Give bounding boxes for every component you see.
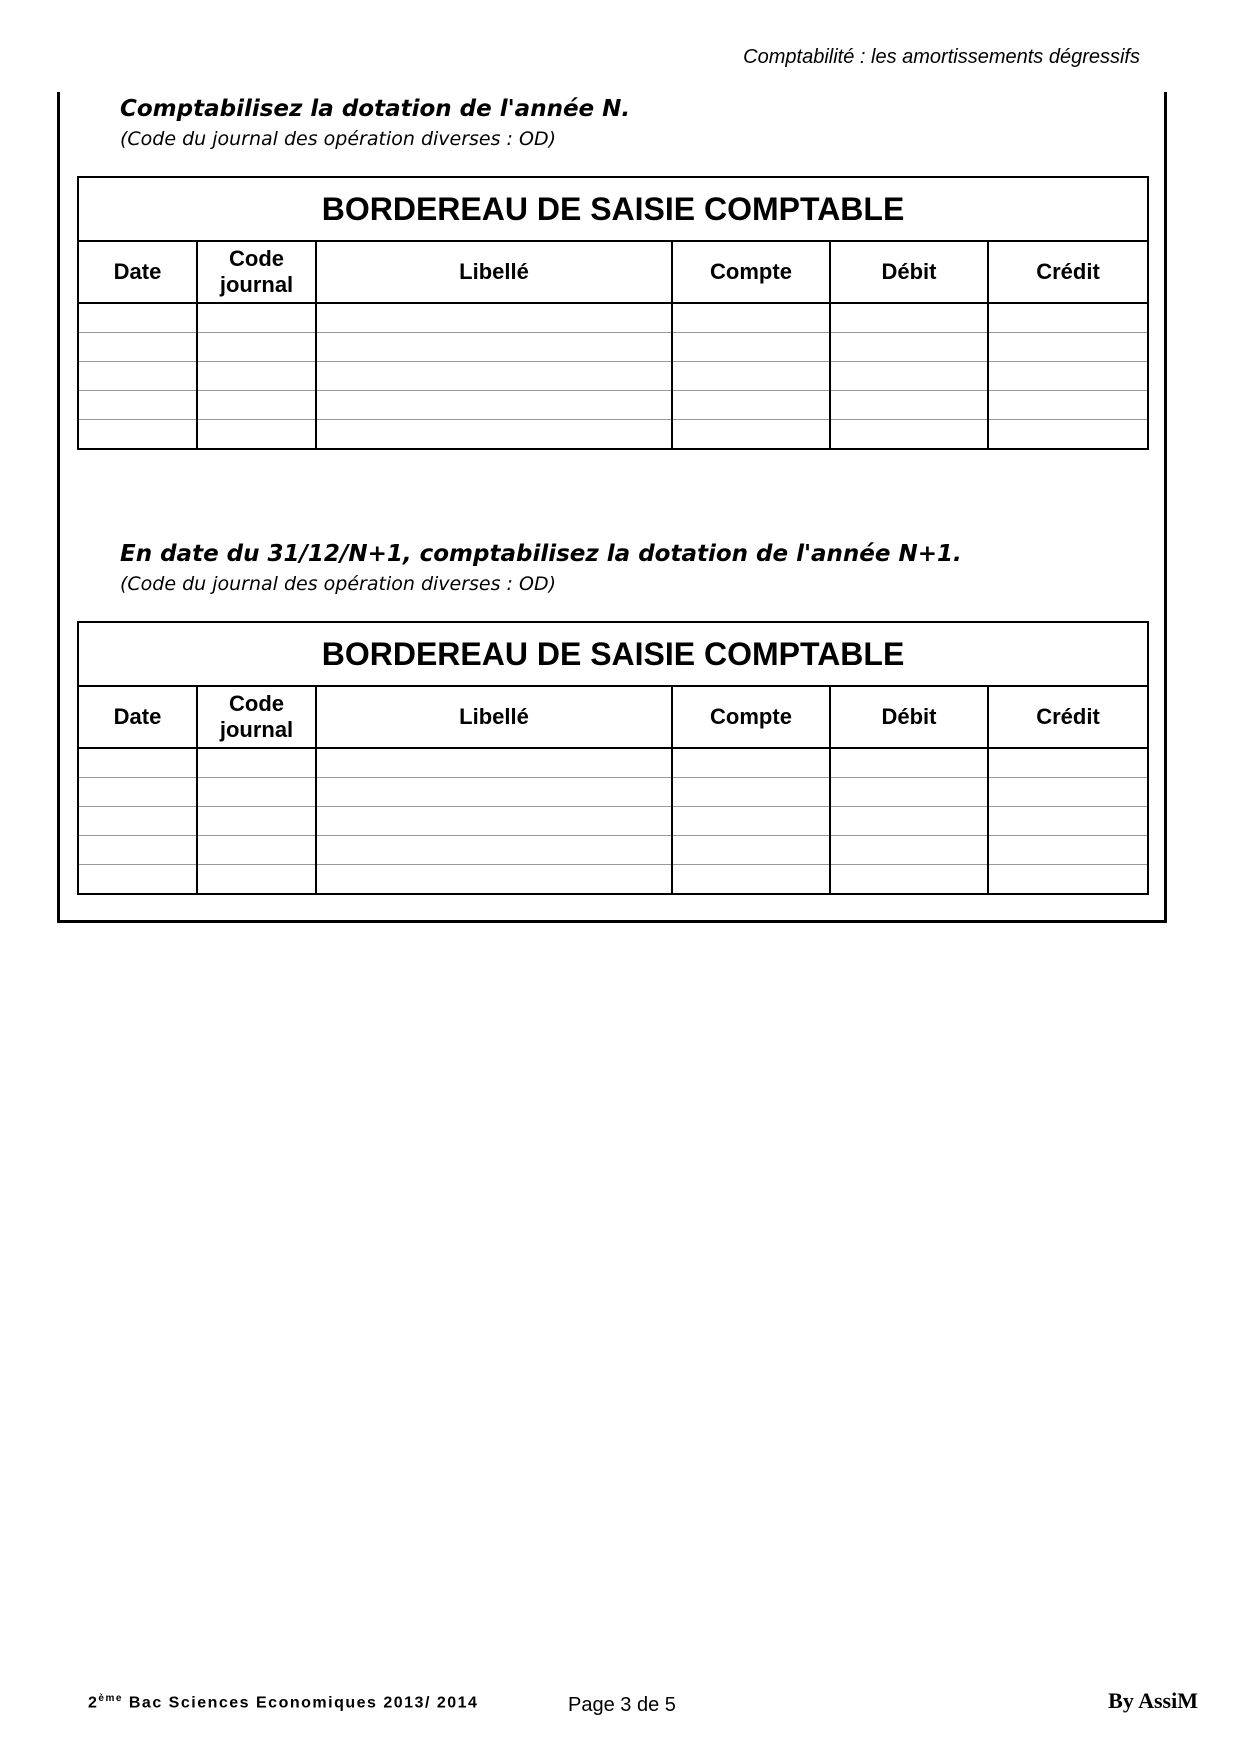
cell-date[interactable] xyxy=(78,391,197,420)
cell-code-journal[interactable] xyxy=(197,748,316,778)
column-header-credit: Crédit xyxy=(988,686,1148,748)
cell-credit[interactable] xyxy=(988,333,1148,362)
table-title: BORDEREAU DE SAISIE COMPTABLE xyxy=(78,177,1148,241)
cell-compte[interactable] xyxy=(672,362,830,391)
cell-libelle[interactable] xyxy=(316,807,672,836)
instruction-2: En date du 31/12/N+1, comptabilisez la dotation de l'année N+1. xyxy=(120,541,962,567)
cell-code-journal[interactable] xyxy=(197,807,316,836)
table-row xyxy=(78,778,1148,807)
cell-libelle[interactable] xyxy=(316,303,672,333)
cell-credit[interactable] xyxy=(988,865,1148,895)
column-header-credit: Crédit xyxy=(988,241,1148,303)
cell-date[interactable] xyxy=(78,333,197,362)
cell-libelle[interactable] xyxy=(316,420,672,450)
column-header-date: Date xyxy=(78,686,197,748)
table-row xyxy=(78,748,1148,778)
footer-level-suffix: ème xyxy=(98,1693,123,1704)
column-header-code-journal: Code journal xyxy=(197,686,316,748)
sub-instruction-1: (Code du journal des opération diverses : OD) xyxy=(120,128,556,150)
cell-debit[interactable] xyxy=(830,420,988,450)
table-row xyxy=(78,333,1148,362)
column-header-libelle: Libellé xyxy=(316,241,672,303)
table-row xyxy=(78,391,1148,420)
cell-code-journal[interactable] xyxy=(197,836,316,865)
cell-credit[interactable] xyxy=(988,807,1148,836)
cell-libelle[interactable] xyxy=(316,778,672,807)
table-row xyxy=(78,420,1148,450)
cell-debit[interactable] xyxy=(830,333,988,362)
sub-instruction-2: (Code du journal des opération diverses : OD) xyxy=(120,573,556,595)
cell-date[interactable] xyxy=(78,362,197,391)
cell-date[interactable] xyxy=(78,836,197,865)
cell-debit[interactable] xyxy=(830,303,988,333)
column-header-libelle: Libellé xyxy=(316,686,672,748)
cell-code-journal[interactable] xyxy=(197,391,316,420)
cell-code-journal[interactable] xyxy=(197,303,316,333)
cell-credit[interactable] xyxy=(988,391,1148,420)
cell-date[interactable] xyxy=(78,865,197,895)
cell-credit[interactable] xyxy=(988,420,1148,450)
table-title: BORDEREAU DE SAISIE COMPTABLE xyxy=(78,622,1148,686)
table-row xyxy=(78,303,1148,333)
footer-level-number: 2 xyxy=(88,1694,99,1712)
cell-code-journal[interactable] xyxy=(197,362,316,391)
table-row xyxy=(78,807,1148,836)
cell-credit[interactable] xyxy=(988,303,1148,333)
page-header-title: Comptabilité : les amortissements dégressifs xyxy=(743,46,1140,68)
cell-date[interactable] xyxy=(78,807,197,836)
footer-page-number: Page 3 de 5 xyxy=(568,1694,676,1716)
footer-author: By AssiM xyxy=(1108,1688,1198,1713)
cell-date[interactable] xyxy=(78,420,197,450)
cell-compte[interactable] xyxy=(672,420,830,450)
cell-credit[interactable] xyxy=(988,748,1148,778)
cell-date[interactable] xyxy=(78,748,197,778)
column-header-compte: Compte xyxy=(672,241,830,303)
column-header-debit: Débit xyxy=(830,241,988,303)
cell-compte[interactable] xyxy=(672,303,830,333)
cell-compte[interactable] xyxy=(672,748,830,778)
column-header-date: Date xyxy=(78,241,197,303)
bordereau-table-1 xyxy=(77,176,1149,450)
cell-debit[interactable] xyxy=(830,391,988,420)
cell-debit[interactable] xyxy=(830,778,988,807)
cell-code-journal[interactable] xyxy=(197,865,316,895)
cell-debit[interactable] xyxy=(830,865,988,895)
cell-compte[interactable] xyxy=(672,333,830,362)
cell-libelle[interactable] xyxy=(316,391,672,420)
cell-date[interactable] xyxy=(78,778,197,807)
bordereau-table-2 xyxy=(77,621,1149,895)
cell-compte[interactable] xyxy=(672,807,830,836)
cell-libelle[interactable] xyxy=(316,865,672,895)
table-row xyxy=(78,865,1148,895)
table-row xyxy=(78,836,1148,865)
cell-debit[interactable] xyxy=(830,807,988,836)
column-header-compte: Compte xyxy=(672,686,830,748)
cell-compte[interactable] xyxy=(672,778,830,807)
cell-credit[interactable] xyxy=(988,778,1148,807)
cell-credit[interactable] xyxy=(988,836,1148,865)
cell-code-journal[interactable] xyxy=(197,778,316,807)
column-header-code-journal: Code journal xyxy=(197,241,316,303)
instruction-1: Comptabilisez la dotation de l'année N. xyxy=(120,96,631,122)
cell-credit[interactable] xyxy=(988,362,1148,391)
cell-libelle[interactable] xyxy=(316,362,672,391)
cell-code-journal[interactable] xyxy=(197,333,316,362)
table-row xyxy=(78,362,1148,391)
column-header-debit: Débit xyxy=(830,686,988,748)
cell-debit[interactable] xyxy=(830,836,988,865)
cell-libelle[interactable] xyxy=(316,333,672,362)
cell-libelle[interactable] xyxy=(316,836,672,865)
footer-course xyxy=(88,1693,478,1712)
cell-compte[interactable] xyxy=(672,836,830,865)
cell-libelle[interactable] xyxy=(316,748,672,778)
cell-compte[interactable] xyxy=(672,865,830,895)
cell-debit[interactable] xyxy=(830,362,988,391)
cell-date[interactable] xyxy=(78,303,197,333)
cell-debit[interactable] xyxy=(830,748,988,778)
cell-code-journal[interactable] xyxy=(197,420,316,450)
footer-course-label: Bac Sciences Economiques 2013/ 2014 xyxy=(128,1694,479,1712)
cell-compte[interactable] xyxy=(672,391,830,420)
